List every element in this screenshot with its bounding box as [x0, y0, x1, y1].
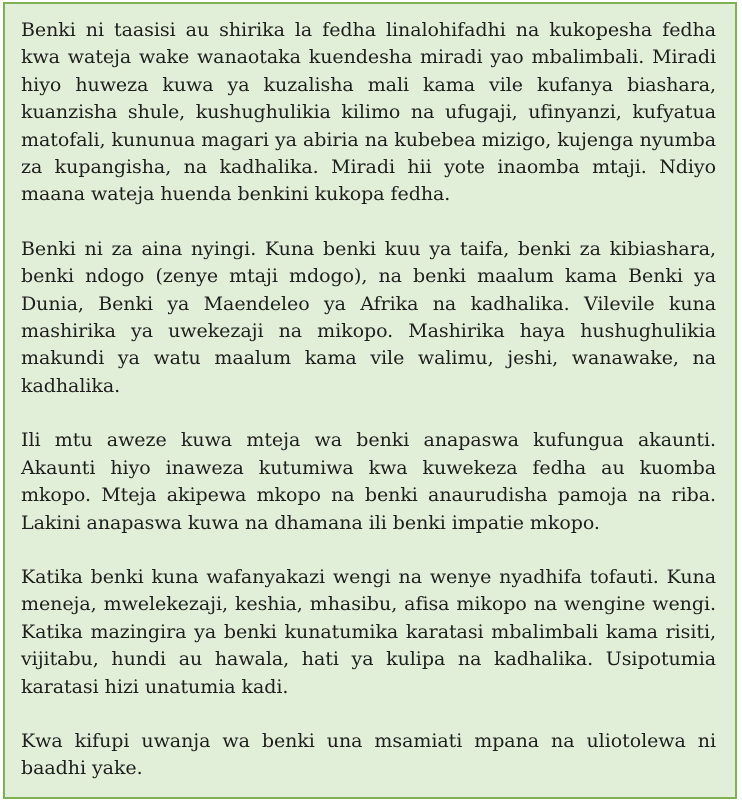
paragraph-4: Katika benki kuna wafanyakazi wengi na wenye nyadhifa tofauti. Kuna meneja, mwelekezaji, keshia, mhasibu, afisa mikopo na wengine wengi. Katika mazingira ya benki kunatumika karatasi mbalimbali kama risiti, vijitabu, hundi au hawala, hati ya kulipa na kadhalika. Usipotumia karatasi hizi unatumia kadi. [21, 565, 716, 698]
paragraph-1: Benki ni taasisi au shirika la fedha linalohifadhi na kukopesha fedha kwa wateja wake wanaotaka kuendesha miradi yao mbalimbali. Miradi hiyo huweza kuwa ya kuzalisha mali kama vile kufanya biashara, kuanzisha shule, kushughulikia kilimo na ufugaji, ufinyanzi, kufyatua matofali, kununua magari ya abiria na kubebea mizigo, kujenga nyumba za kupangisha, na kadhalika. Miradi hii yote inaomba mtaji. Ndiyo maana wateja huenda benkini kukopa fedha. [21, 19, 716, 206]
reading-passage-box [3, 2, 737, 799]
paragraph-3: Ili mtu aweze kuwa mteja wa benki anapaswa kufungua akaunti. Akaunti hiyo inaweza kutumiwa kwa kuwekeza fedha au kuomba mkopo. Mteja akipewa mkopo na benki anaurudisha pamoja na riba. Lakini anapaswa kuwa na dhamana ili benki impatie mkopo. [21, 429, 716, 534]
paragraph-5: Kwa kifupi uwanja wa benki una msamiati mpana na uliotolewa ni baadhi yake. [21, 729, 716, 780]
paragraph-2: Benki ni za aina nyingi. Kuna benki kuu ya taifa, benki za kibiashara, benki ndogo (zenye mtaji mdogo), na benki maalum kama Benki ya Dunia, Benki ya Maendeleo ya Afrika na kadhalika. Vilevile kuna mashirika ya uwekezaji na mikopo. Mashirika haya hushughulikia makundi ya watu maalum kama vile walimu, jeshi, wanawake, na kadhalika. [21, 237, 716, 397]
